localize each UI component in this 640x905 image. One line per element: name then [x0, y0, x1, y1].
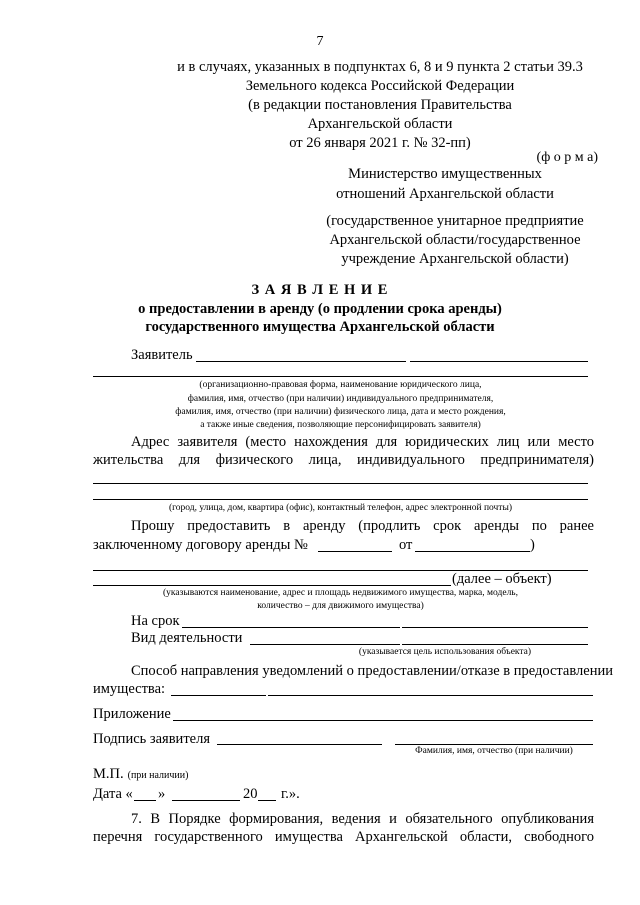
document-title: З А Я В Л Е Н И Е: [251, 282, 389, 298]
date-year-field[interactable]: [258, 800, 276, 801]
header-line-4: Архангельской области: [307, 116, 453, 132]
date-close-quote: »: [158, 786, 166, 802]
applicant-field-b[interactable]: [410, 361, 588, 362]
applicant-hint-2: фамилия, имя, отчество (при наличии) индивидуального предпринимателя,: [187, 394, 494, 404]
applicant-hint-1: (организационно-правовая форма, наименование юридического лица,: [199, 380, 482, 390]
form-label: (ф о р м а): [536, 150, 598, 165]
notify-field-b[interactable]: [268, 695, 593, 696]
contract-date-field[interactable]: [415, 551, 530, 552]
document-subtitle-1: о предоставлении в аренду (о продлении срока аренды): [138, 301, 502, 317]
notify-line-2: имущества:: [93, 681, 166, 697]
signature-hint: Фамилия, имя, отчество (при наличии): [415, 746, 573, 756]
signature-field[interactable]: [217, 744, 382, 745]
date-century: 20: [243, 786, 258, 802]
applicant-label: Заявитель: [131, 347, 193, 363]
notify-field-a[interactable]: [171, 695, 266, 696]
date-suffix: г.».: [281, 786, 300, 802]
term-field-b[interactable]: [402, 627, 588, 628]
footer-line-1: 7. В Порядке формирования, ведения и обязательного опубликования: [131, 811, 594, 827]
request-line-1: Прошу предоставить в аренду (продлить срок аренды по ранее: [131, 518, 594, 534]
date-month-field[interactable]: [172, 800, 240, 801]
enterprise-line-3: учреждение Архангельской области): [341, 251, 569, 267]
applicant-field-a[interactable]: [196, 361, 406, 362]
activity-field-a[interactable]: [250, 644, 400, 645]
signature-name-field[interactable]: [395, 744, 593, 745]
stamp-row: [93, 765, 188, 783]
term-label: На срок: [131, 613, 180, 629]
ministry-line-2: отношений Архангельской области: [336, 186, 554, 202]
address-line-1: Адрес заявителя (место нахождения для юридических лиц или место: [131, 434, 594, 450]
address-hint: (город, улица, дом, квартира (офис), контактный телефон, адрес электронной почты): [168, 503, 513, 513]
page-number: 7: [316, 34, 324, 49]
address-field-2[interactable]: [93, 499, 588, 500]
enterprise-line-2: Архангельской области/государственное: [329, 232, 581, 248]
footer-line-2: перечня государственного имущества Архангельской области, свободного: [93, 829, 594, 845]
term-field-a[interactable]: [182, 627, 400, 628]
header-line-2: Земельного кодекса Российской Федерации: [245, 78, 515, 94]
activity-field-b[interactable]: [402, 644, 588, 645]
activity-label: Вид деятельности: [131, 630, 243, 646]
date-day-field[interactable]: [134, 800, 156, 801]
stamp-label: М.П.: [93, 766, 124, 782]
request-line-2-text: заключенному договору аренды №: [93, 537, 308, 553]
notify-line-1: Способ направления уведомлений о предоставлении/отказе в предоставлении: [131, 663, 613, 679]
header-line-1: и в случаях, указанных в подпунктах 6, 8 и 9 пункта 2 статьи 39.3: [177, 59, 583, 75]
request-line-2-from: от: [399, 537, 413, 553]
date-prefix: Дата «: [93, 786, 133, 802]
address-field-1[interactable]: [93, 483, 588, 484]
activity-hint: (указывается цель использования объекта): [358, 647, 532, 657]
address-line-2: жительства для физического лица, индивидуального предпринимателя): [93, 452, 594, 468]
request-line-2-close: ): [530, 537, 535, 553]
stamp-hint: (при наличии): [127, 770, 189, 781]
applicant-hint-4: а также иные сведения, позволяющие персонифицировать заявителя): [200, 420, 481, 430]
header-line-3: (в редакции постановления Правительства: [248, 97, 512, 113]
enterprise-line-1: (государственное унитарное предприятие: [326, 213, 584, 229]
document-subtitle-2: государственного имущества Архангельской области: [145, 319, 495, 335]
header-line-5: от 26 января 2021 г. № 32-пп): [289, 135, 471, 151]
signature-label: Подпись заявителя: [93, 731, 210, 747]
applicant-hint-3: фамилия, имя, отчество (при наличии) физического лица, дата и место рождения,: [175, 407, 506, 417]
object-hint-2: количество – для движимого имущества): [257, 601, 424, 611]
attachment-field[interactable]: [173, 720, 593, 721]
contract-number-field[interactable]: [318, 551, 392, 552]
object-field-2[interactable]: [93, 585, 451, 586]
attachment-label: Приложение: [93, 706, 171, 722]
ministry-line-1: Министерство имущественных: [348, 166, 542, 182]
applicant-field-c[interactable]: [93, 376, 588, 377]
object-hint-1: (указываются наименование, адрес и площадь недвижимого имущества, марка, модель,: [162, 588, 519, 598]
object-suffix: (далее – объект): [452, 571, 552, 587]
